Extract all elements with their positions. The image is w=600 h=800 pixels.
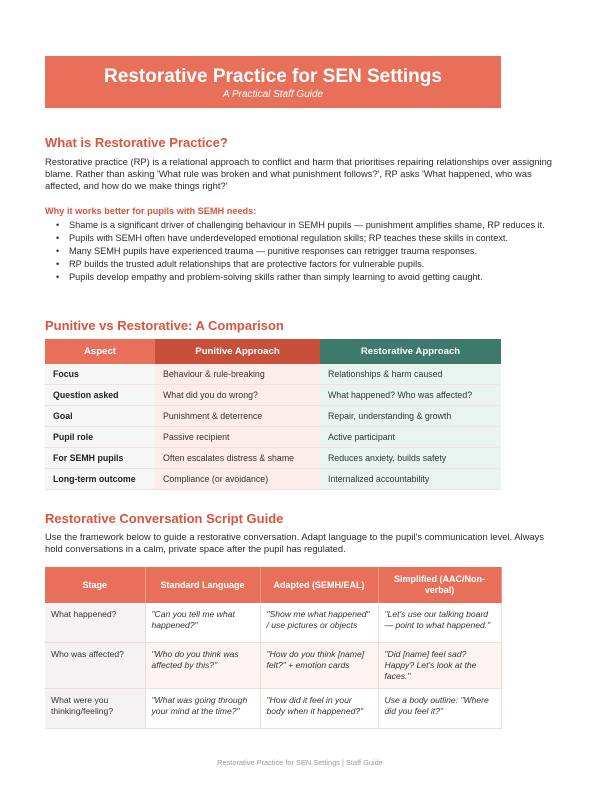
section-heading-what-is-rp: What is Restorative Practice? (45, 135, 228, 150)
table-row (45, 603, 501, 643)
punitive-cell: What did you do wrong? (155, 385, 320, 406)
why-bullet-list (45, 219, 555, 284)
punitive-cell: Often escalates distress & shame (155, 448, 320, 469)
section-heading-comparison: Punitive vs Restorative: A Comparison (45, 318, 284, 333)
restorative-cell: Reduces anxiety, builds safety (320, 448, 501, 469)
adapted-cell: "How do you think [name] felt?" + emotion cards (260, 643, 378, 689)
simplified-cell: Use a body outline: "Where did you feel it?" (378, 689, 501, 729)
header-adapted: Adapted (SEMH/EAL) (260, 567, 378, 603)
bullet-item: • Shame is a significant driver of challenging behaviour in SEMH pupils — punishment amplifies shame, RP reduces it. (45, 219, 555, 231)
bullet-item: • Many SEMH pupils have experienced trauma — punitive responses can retrigger trauma responses. (45, 245, 555, 257)
section-intro-what-is-rp: Restorative practice (RP) is a relational approach to conflict and harm that prioritises repairing relationships over assigning blame. Rather than asking 'What rule was broken and what punishment follows?', RP asks 'What happened, who was affected, and how do we make things right?' (45, 156, 553, 191)
punitive-cell: Behaviour & rule-breaking (155, 364, 320, 385)
simplified-cell: "Did [name] feel sad? Happy? Let's look at the faces." (378, 643, 501, 689)
header-restorative: Restorative Approach (320, 339, 501, 364)
aspect-cell: For SEMH pupils (45, 448, 155, 469)
table-row (45, 427, 501, 448)
simplified-cell: "Let's use our talking board — point to what happened." (378, 603, 501, 643)
aspect-cell: Question asked (45, 385, 155, 406)
table-row (45, 385, 501, 406)
restorative-cell: Active participant (320, 427, 501, 448)
table-row (45, 469, 501, 490)
table-header-row (45, 339, 501, 364)
stage-cell: What happened? (45, 603, 145, 643)
section-heading-script-guide: Restorative Conversation Script Guide (45, 511, 284, 526)
table-row (45, 448, 501, 469)
header-stage: Stage (45, 567, 145, 603)
standard-cell: "What was going through your mind at the time?" (145, 689, 260, 729)
why-heading: Why it works better for pupils with SEMH needs: (45, 206, 257, 216)
adapted-cell: "Show me what happened" / use pictures or objects (260, 603, 378, 643)
bullet-item: • RP builds the trusted adult relationships that are protective factors for vulnerable pupils. (45, 258, 555, 270)
page-footer: Restorative Practice for SEN Settings | Staff Guide (217, 758, 383, 767)
standard-cell: "Can you tell me what happened?" (145, 603, 260, 643)
header-simplified: Simplified (AAC/Non-verbal) (378, 567, 501, 603)
restorative-cell: Internalized accountability (320, 469, 501, 490)
punitive-cell: Passive recipient (155, 427, 320, 448)
aspect-cell: Goal (45, 406, 155, 427)
bullet-item: • Pupils develop empathy and problem-solving skills rather than simply learning to avoid getting caught. (45, 271, 555, 283)
table-row (45, 406, 501, 427)
bullet-item: • Pupils with SEMH often have underdeveloped emotional regulation skills; RP teaches these skills in context. (45, 232, 555, 244)
comparison-table (45, 339, 501, 490)
table-row (45, 689, 501, 729)
header-punitive: Punitive Approach (155, 339, 320, 364)
aspect-cell: Focus (45, 364, 155, 385)
title-banner (45, 56, 501, 108)
punitive-cell: Punishment & deterrence (155, 406, 320, 427)
restorative-cell: What happened? Who was affected? (320, 385, 501, 406)
table-row (45, 643, 501, 689)
restorative-cell: Repair, understanding & growth (320, 406, 501, 427)
page-title: Restorative Practice for SEN Settings (104, 66, 442, 87)
aspect-cell: Long-term outcome (45, 469, 155, 490)
restorative-cell: Relationships & harm caused (320, 364, 501, 385)
aspect-cell: Pupil role (45, 427, 155, 448)
stage-cell: What were you thinking/feeling? (45, 689, 145, 729)
header-standard: Standard Language (145, 567, 260, 603)
stage-cell: Who was affected? (45, 643, 145, 689)
table-header-row (45, 567, 501, 603)
page-subtitle: A Practical Staff Guide (222, 89, 324, 100)
adapted-cell: "How did it feel in your body when it happened?" (260, 689, 378, 729)
script-guide-table (45, 567, 502, 729)
header-aspect: Aspect (45, 339, 155, 364)
punitive-cell: Compliance (or avoidance) (155, 469, 320, 490)
table-row (45, 364, 501, 385)
section-intro-script-guide: Use the framework below to guide a restorative conversation. Adapt language to the pupil's communication level. Always hold conversations in a calm, private space after the pupil has regulated. (45, 531, 544, 554)
standard-cell: "Who do you think was affected by this?" (145, 643, 260, 689)
